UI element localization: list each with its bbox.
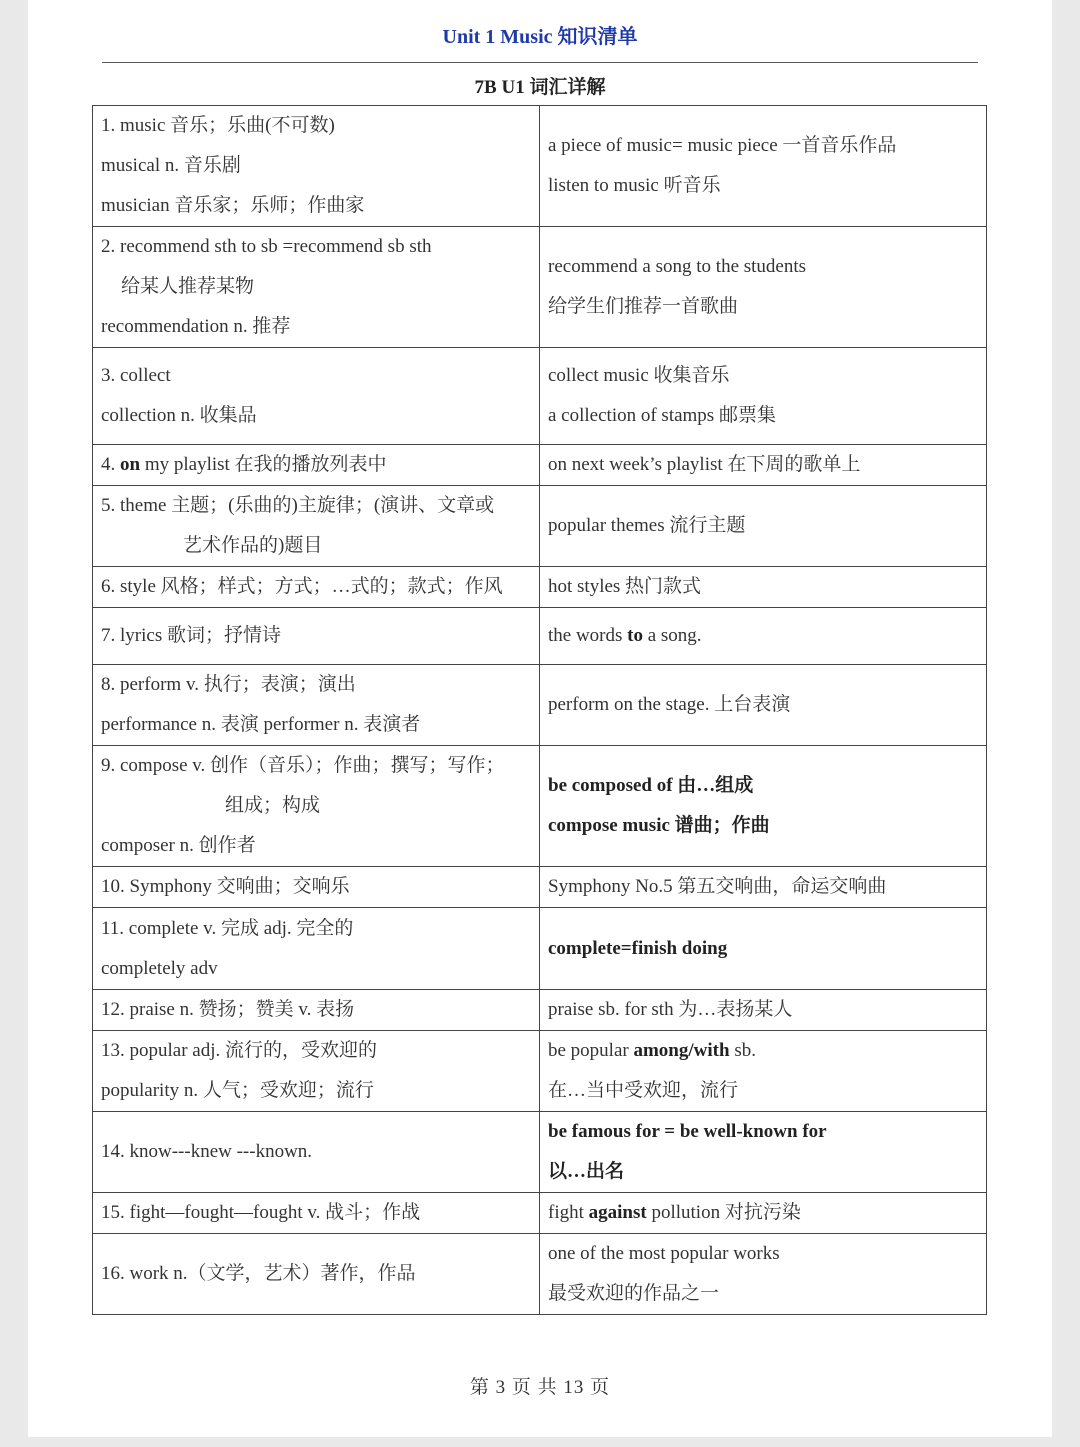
line: perform on the stage. 上台表演: [548, 694, 791, 715]
term-cell: [93, 445, 540, 486]
text: the words: [548, 625, 623, 646]
term-cell: [93, 486, 540, 567]
line: 16. work n.（文学，艺术）著作，作品: [101, 1263, 416, 1284]
usage-cell: [540, 486, 987, 567]
line: recommendation n. 推荐: [101, 316, 291, 337]
line: 8. perform v. 执行；表演；演出: [101, 674, 356, 695]
usage-cell: [540, 1193, 987, 1234]
line: [548, 616, 978, 656]
line: popularity n. 人气；受欢迎；流行: [101, 1080, 374, 1101]
text: be popular: [548, 1040, 629, 1061]
table-row: [93, 1193, 987, 1234]
usage-cell: [540, 106, 987, 227]
line: 7. lyrics 歌词；抒情诗: [101, 625, 281, 646]
line: 组成；构成: [225, 795, 321, 816]
line: 给学生们推荐一首歌曲: [548, 296, 739, 317]
usage-cell: [540, 1031, 987, 1112]
term-cell: [93, 106, 540, 227]
line: composer n. 创作者: [101, 835, 256, 856]
page-number-footer: 第 3 页 共 13 页: [469, 1377, 611, 1398]
line: 3. collect: [101, 365, 171, 386]
header-divider: [102, 62, 978, 63]
line: 艺术作品的)题目: [183, 535, 323, 556]
term-cell: [93, 348, 540, 445]
line: 13. popular adj. 流行的，受欢迎的: [101, 1040, 378, 1061]
usage-cell: [540, 348, 987, 445]
line: 2. recommend sth to sb =recommend sb sth: [101, 236, 432, 257]
text: fight: [548, 1202, 584, 1223]
usage-cell: [540, 1234, 987, 1315]
term-cell: [93, 867, 540, 908]
vocabulary-table: [92, 105, 987, 1315]
number: 4.: [101, 454, 116, 475]
line: 10. Symphony 交响曲；交响乐: [101, 876, 350, 897]
usage-cell: [540, 990, 987, 1031]
term-cell: [93, 746, 540, 867]
line: 15. fight—fought—fought v. 战斗；作战: [101, 1202, 421, 1223]
line: 12. praise n. 赞扬；赞美 v. 表扬: [101, 999, 355, 1020]
table-row: [93, 486, 987, 567]
line: [548, 1031, 978, 1071]
text: sb.: [734, 1040, 756, 1061]
term-cell: [93, 990, 540, 1031]
term-cell: [93, 1234, 540, 1315]
term-cell: [93, 1112, 540, 1193]
line: complete=finish doing: [548, 937, 728, 959]
term-cell: [93, 227, 540, 348]
line: musician 音乐家；乐师；作曲家: [101, 195, 365, 216]
term-cell: [93, 1193, 540, 1234]
line: be famous for = be well-known for: [548, 1121, 827, 1142]
section-subtitle: 7B U1 词汇详解: [474, 77, 606, 98]
text: a song.: [647, 625, 702, 646]
line: a collection of stamps 邮票集: [548, 405, 776, 426]
table-row: [93, 1234, 987, 1315]
table-row: [93, 665, 987, 746]
line: hot styles 热门款式: [548, 576, 702, 597]
line: 14. know---knew ---known.: [101, 1141, 313, 1162]
table-row: [93, 445, 987, 486]
table-row: [93, 990, 987, 1031]
term-cell: [93, 665, 540, 746]
line: 以…出名: [548, 1161, 625, 1182]
text: pollution 对抗污染: [651, 1202, 801, 1223]
term-cell: [93, 908, 540, 990]
bold-word: on: [120, 454, 141, 475]
line: 最受欢迎的作品之一: [548, 1283, 720, 1304]
line: 9. compose v. 创作（音乐）；作曲；撰写；写作；: [101, 755, 505, 776]
usage-cell: [540, 608, 987, 665]
usage-cell: [540, 1112, 987, 1193]
bold-word: against: [588, 1202, 647, 1223]
bold-word: to: [627, 625, 643, 646]
document-page: [28, 0, 1052, 1437]
bold-word: among/with: [633, 1040, 730, 1061]
line: compose music 谱曲；作曲: [548, 815, 770, 836]
usage-cell: [540, 445, 987, 486]
usage-cell: [540, 867, 987, 908]
term-cell: [93, 1031, 540, 1112]
line: 给某人推荐某物: [121, 276, 255, 297]
line: a piece of music= music piece 一首音乐作品: [548, 135, 897, 156]
line: completely adv: [101, 957, 218, 979]
usage-cell: [540, 227, 987, 348]
table-row: [93, 1031, 987, 1112]
table-row: [93, 567, 987, 608]
line: 6. style 风格；样式；方式；…式的；款式；作风: [101, 576, 503, 597]
table-row: [93, 348, 987, 445]
line: praise sb. for sth 为…表扬某人: [548, 999, 793, 1020]
line: listen to music 听音乐: [548, 175, 721, 196]
line: Symphony No.5 第五交响曲，命运交响曲: [548, 876, 887, 897]
line: one of the most popular works: [548, 1243, 780, 1264]
line: be composed of 由…组成: [548, 775, 754, 796]
line: musical n. 音乐剧: [101, 155, 241, 176]
table-row: [93, 867, 987, 908]
line: 在…当中受欢迎，流行: [548, 1080, 739, 1101]
table-row: [93, 1112, 987, 1193]
line: collection n. 收集品: [101, 405, 257, 426]
line: 11. complete v. 完成 adj. 完全的: [101, 917, 354, 939]
usage-cell: [540, 665, 987, 746]
table-row: [93, 746, 987, 867]
line: recommend a song to the students: [548, 256, 807, 277]
usage-cell: [540, 746, 987, 867]
table-row: [93, 908, 987, 990]
page-header-title: Unit 1 Music 知识清单: [442, 26, 638, 48]
text: my playlist 在我的播放列表中: [144, 454, 387, 475]
line: collect music 收集音乐: [548, 365, 730, 386]
table-row: [93, 608, 987, 665]
term-cell: [93, 567, 540, 608]
term-cell: [93, 608, 540, 665]
table-row: [93, 106, 987, 227]
usage-cell: [540, 567, 987, 608]
line: on next week’s playlist 在下周的歌单上: [548, 454, 861, 475]
line: performance n. 表演 performer n. 表演者: [101, 714, 421, 735]
table-row: [93, 227, 987, 348]
line: 1. music 音乐；乐曲(不可数): [101, 115, 335, 136]
line: [101, 445, 531, 485]
line: 5. theme 主题；(乐曲的)主旋律；(演讲、文章或: [101, 495, 495, 516]
line: [548, 1193, 978, 1233]
usage-cell: [540, 908, 987, 990]
line: popular themes 流行主题: [548, 515, 746, 536]
